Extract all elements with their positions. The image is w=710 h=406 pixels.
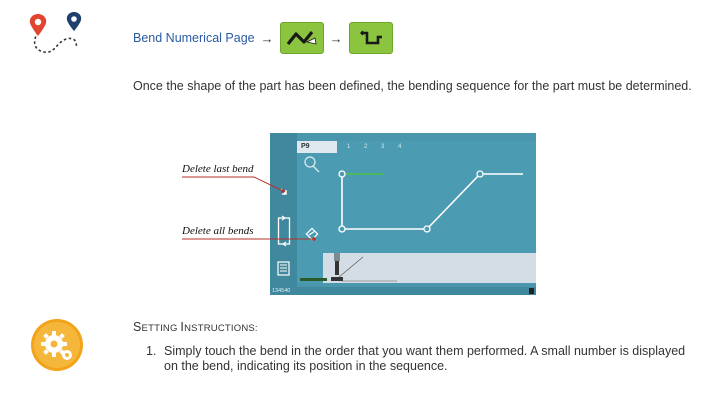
instruction-step	[146, 344, 686, 374]
tab-number[interactable]: 1	[347, 144, 351, 150]
intro-paragraph: Once the shape of the part has been defined, the bending sequence for the part must be determined.	[133, 79, 692, 93]
route-map-icon	[26, 10, 88, 60]
heading-initial-s: S	[133, 320, 142, 334]
tab-number[interactable]: 4	[398, 144, 402, 150]
tab-number[interactable]: 2	[364, 144, 368, 150]
press-view	[297, 253, 536, 283]
bend-sequence-screen	[270, 133, 536, 295]
tab-p9[interactable]: P9	[297, 141, 337, 153]
lock-icon	[529, 288, 534, 294]
bend-zigzag-icon	[285, 27, 319, 49]
part-profile-drawing[interactable]	[297, 153, 536, 253]
settings-heading	[133, 320, 258, 334]
settings-gear-icon	[30, 318, 84, 372]
header-line	[133, 22, 393, 54]
tab-number[interactable]: 3	[381, 144, 385, 150]
bend-shape-button[interactable]	[280, 22, 324, 54]
screen-tabs	[297, 141, 536, 153]
list-icon[interactable]	[277, 261, 290, 276]
heading-rest-2: NSTRUCTIONS:	[184, 323, 258, 334]
arrow-glyph-2: →	[329, 30, 343, 46]
callout-line-all	[182, 232, 318, 242]
delete-last-bend-callout: Delete last bend	[182, 163, 254, 175]
screen-code: 134540	[272, 288, 291, 294]
screen-footer	[270, 287, 536, 295]
delete-all-bends-icon[interactable]	[276, 215, 292, 247]
step-text: Simply touch the bend in the order that you want them performed. A small number is displayed on the bend, indicating its position in the sequence.	[164, 344, 686, 373]
heading-rest-1: ETTING	[141, 323, 181, 334]
step-number: 1.	[146, 344, 157, 358]
screen-sidebar	[270, 133, 297, 295]
page-title: Bend Numerical Page	[133, 31, 255, 45]
bend-sequence-icon	[356, 27, 386, 49]
arrow-glyph: →	[260, 30, 274, 46]
callout-line-last	[182, 176, 288, 196]
delete-all-bends-callout: Delete all bends	[182, 225, 254, 237]
heading-initial-i: I	[180, 320, 185, 334]
bend-sequence-button[interactable]	[349, 22, 393, 54]
